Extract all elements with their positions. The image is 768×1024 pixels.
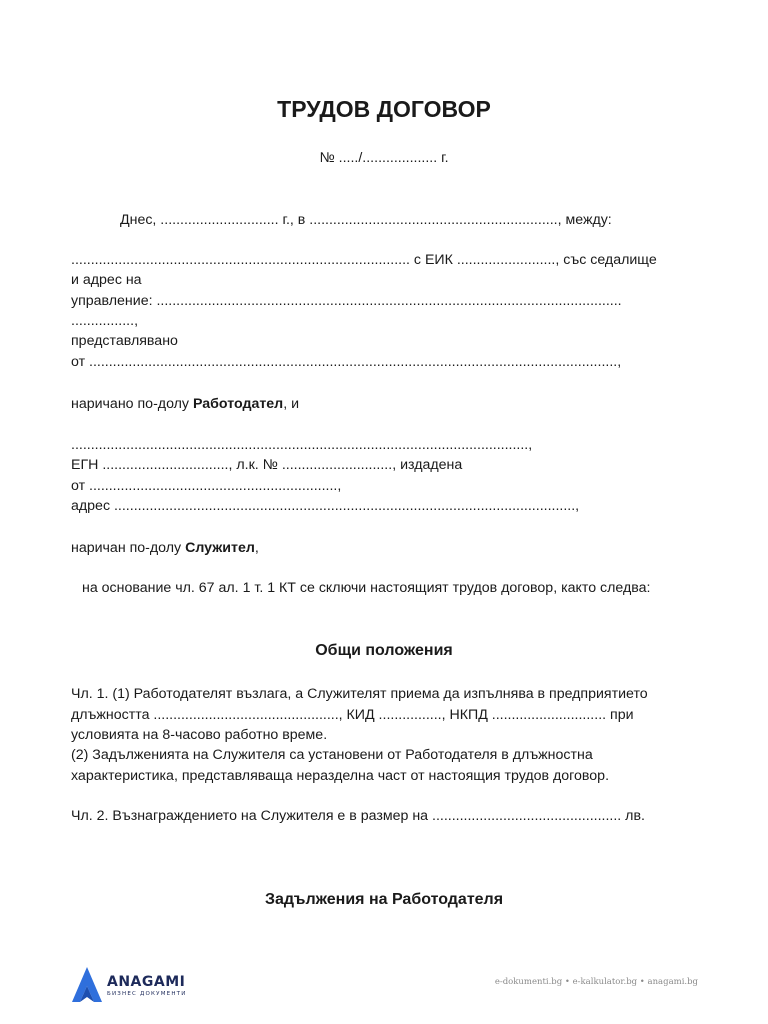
employer-line: ................,: [71, 313, 139, 329]
employer-line: управление: ......................................................................................................................: [71, 293, 622, 309]
footer-sites[interactable]: e-dokumenti.bg • e-kalkulator.bg • anagami.bg: [494, 977, 698, 987]
employee-reference: наричан по-долу Служител,: [71, 540, 259, 556]
legal-basis: на основание чл. 67 ал. 1 т. 1 КТ се сключи настоящият трудов договор, както следва:: [82, 580, 651, 596]
document-title: ТРУДОВ ДОГОВОР: [277, 96, 491, 122]
employer-line: от ......................................................................................................................................,: [71, 354, 622, 370]
employee-line: ЕГН ................................, л.к. № ............................, издадена: [71, 457, 463, 473]
article-1-line: характеристика, представляваща неразделна част от настоящия трудов договор.: [71, 768, 610, 784]
employer-line: и адрес на: [71, 272, 142, 288]
brand-logo[interactable]: [70, 966, 210, 1006]
employer-reference: наричано по-долу Работодател, и: [71, 396, 300, 412]
section-heading: Задължения на Работодателя: [264, 891, 504, 908]
article-1-line: условията на 8-часово работно време.: [71, 727, 328, 743]
employee-line: адрес .....................................................................................................................,: [71, 498, 580, 514]
section-heading: Общи положения: [315, 642, 453, 659]
employer-line: представлявано: [71, 333, 178, 349]
article-2-line: Чл. 2. Възнаграждението на Служителя е в размер на ................................................ лв.: [71, 808, 645, 824]
employer-line: ...................................................................................... с ЕИК ........................., със седалище: [71, 252, 657, 268]
brand-tagline: БИЗНЕС ДОКУМЕНТИ: [107, 991, 187, 997]
article-1-line: длъжността ..............................................., КИД ................, НКПД ............................. при: [71, 707, 634, 723]
employer-term: Работодател: [192, 396, 284, 412]
brand-name: ANAGAMI: [107, 974, 186, 990]
employee-term: Служител: [185, 540, 255, 556]
contract-number: № ...../................... г.: [319, 150, 449, 166]
employee-line: от ...............................................................,: [71, 478, 342, 494]
article-1-line: (2) Задълженията на Служителя са установени от Работодателя в длъжностна: [71, 747, 593, 763]
employee-line: ....................................................................................................................,: [71, 437, 533, 453]
date-line: Днес, .............................. г., в ..............................................................., между:: [120, 212, 612, 228]
anagami-logo-icon: [70, 966, 104, 1004]
article-1-line: Чл. 1. (1) Работодателят възлага, а Служителят приема да изпълнява в предприятието: [71, 686, 648, 702]
